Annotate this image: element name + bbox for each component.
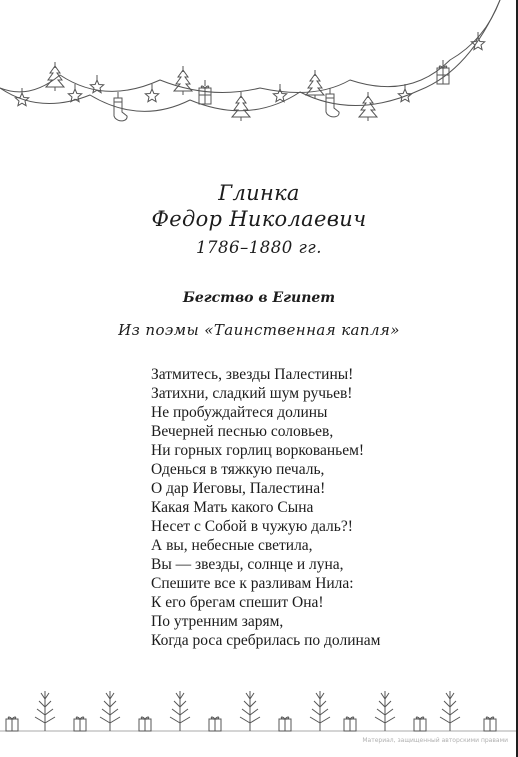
poem-line: К его брегам спешит Она! <box>151 594 324 611</box>
bare-tree-icon <box>440 691 460 731</box>
bare-tree-icon <box>100 691 120 731</box>
poem-line: Вечерней песнью соловьев, <box>151 423 334 440</box>
bare-tree-icon <box>240 691 260 731</box>
tree-icon <box>306 70 324 99</box>
bare-tree-icon <box>375 691 395 731</box>
garland-string <box>0 0 500 93</box>
poem-line: О дар Иеговы, Палестина! <box>151 480 326 497</box>
tree-icon <box>359 92 377 121</box>
gift-icon <box>6 717 18 731</box>
poem-line: Ни горных горлиц воркованьем! <box>151 442 365 459</box>
poem-line: Затихни, сладкий шум ручьев! <box>151 385 353 402</box>
garland-string <box>0 0 500 111</box>
poem-line: Вы — звезды, солнце и луна, <box>151 556 344 573</box>
star-icon <box>398 84 411 102</box>
poem-line: Не пробуждайтеся долины <box>151 404 328 421</box>
bottom-tree-border <box>0 683 518 743</box>
poem-source: Из поэмы «Таинственная капля» <box>118 321 400 339</box>
author-heading <box>0 180 518 257</box>
poem-line: Какая Мать какого Сына <box>151 499 314 516</box>
poem-line: Несет с Собой в чужую даль?! <box>151 518 353 535</box>
tree-icon <box>46 62 64 91</box>
bare-tree-icon <box>35 691 55 731</box>
poem-line: А вы, небесные светила, <box>151 537 313 554</box>
christmas-garland <box>0 0 518 135</box>
poem-line: Оденься в тяжкую печаль, <box>151 461 325 478</box>
gift-icon <box>209 717 221 731</box>
gift-icon <box>139 717 151 731</box>
poem-text <box>151 365 381 650</box>
gift-icon <box>344 717 356 731</box>
bare-tree-icon <box>170 691 190 731</box>
copyright-note: Материал, защищенный авторскими правами <box>362 737 508 744</box>
star-icon <box>145 84 158 102</box>
poem-line: Когда роса сребрилась по долинам <box>151 632 381 649</box>
gift-icon <box>414 717 426 731</box>
author-name: Федор Николаевич <box>151 207 367 231</box>
bare-tree-icon <box>310 691 330 731</box>
poem-line: Затмитесь, звезды Палестины! <box>151 366 354 383</box>
star-icon <box>90 75 103 93</box>
author-years: 1786–1880 гг. <box>196 238 322 257</box>
poem-line: По утренним зарям, <box>151 613 284 630</box>
poem-title: Бегство в Египет <box>182 290 336 306</box>
author-surname: Глинка <box>218 181 300 205</box>
star-icon <box>273 84 286 102</box>
tree-icon <box>232 92 250 121</box>
gift-icon <box>279 717 291 731</box>
gift-icon <box>484 717 496 731</box>
tree-icon <box>174 66 192 95</box>
gift-icon <box>74 717 86 731</box>
poem-line: Спешите все к разливам Нила: <box>151 575 354 592</box>
